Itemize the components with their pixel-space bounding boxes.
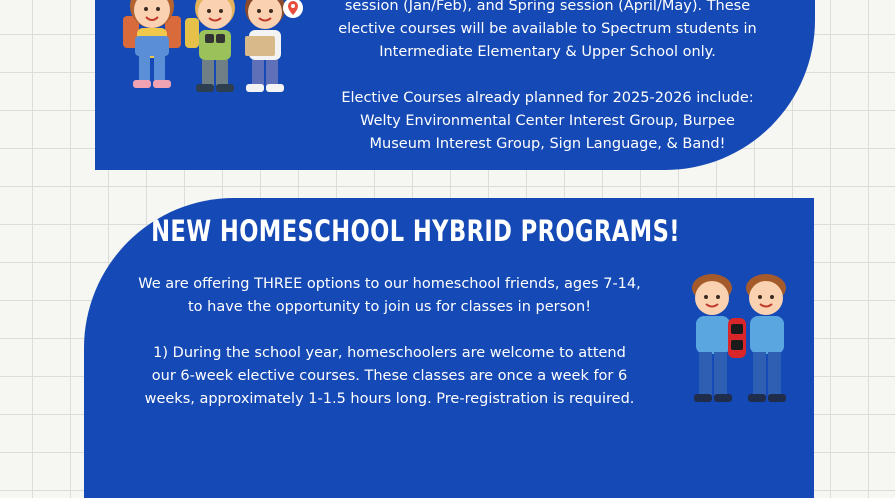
boy-binoculars-figure <box>185 0 235 92</box>
right-boy-figure <box>746 274 786 402</box>
toy-car-icon <box>728 318 746 358</box>
elective-courses-card <box>95 0 815 170</box>
paragraph-line: 1) During the school year, homeschoolers are welcome to attend <box>153 345 626 361</box>
paragraph-line: weeks, approximately 1-1.5 hours long. Pre-registration is required. <box>144 391 635 407</box>
elective-courses-text <box>300 0 795 156</box>
boy-map-figure <box>245 0 285 92</box>
left-boy-figure <box>692 274 732 402</box>
paragraph-spacer <box>300 64 795 87</box>
paragraph-line: Museum Interest Group, Sign Language, & Band! <box>369 136 726 152</box>
paragraph-line: session (Jan/Feb), and Spring session (April/May). These <box>344 0 751 14</box>
girl-figure <box>123 0 181 88</box>
two-boys-toy-car-illustration <box>684 270 796 412</box>
homeschool-hybrid-card <box>84 198 814 498</box>
paragraph-line: We are offering THREE options to our homeschool friends, ages 7-14, <box>138 276 641 292</box>
section-heading: NEW HOMESCHOOL HYBRID PROGRAMS! <box>151 214 680 248</box>
kids-with-backpacks-illustration <box>105 0 305 106</box>
paragraph-line: our 6-week elective courses. These classes are once a week for 6 <box>151 368 628 384</box>
paragraph-line: Intermediate Elementary & Upper School only. <box>379 44 716 60</box>
paragraph-line: to have the opportunity to join us for classes in person! <box>187 299 592 315</box>
paragraph-spacer <box>102 319 677 342</box>
paragraph-line: Welty Environmental Center Interest Group, Burpee <box>360 113 735 129</box>
paragraph-line: elective courses will be available to Spectrum students in <box>338 21 757 37</box>
paragraph-line: Elective Courses already planned for 2025-2026 include: <box>341 90 754 106</box>
homeschool-program-text <box>102 273 677 411</box>
